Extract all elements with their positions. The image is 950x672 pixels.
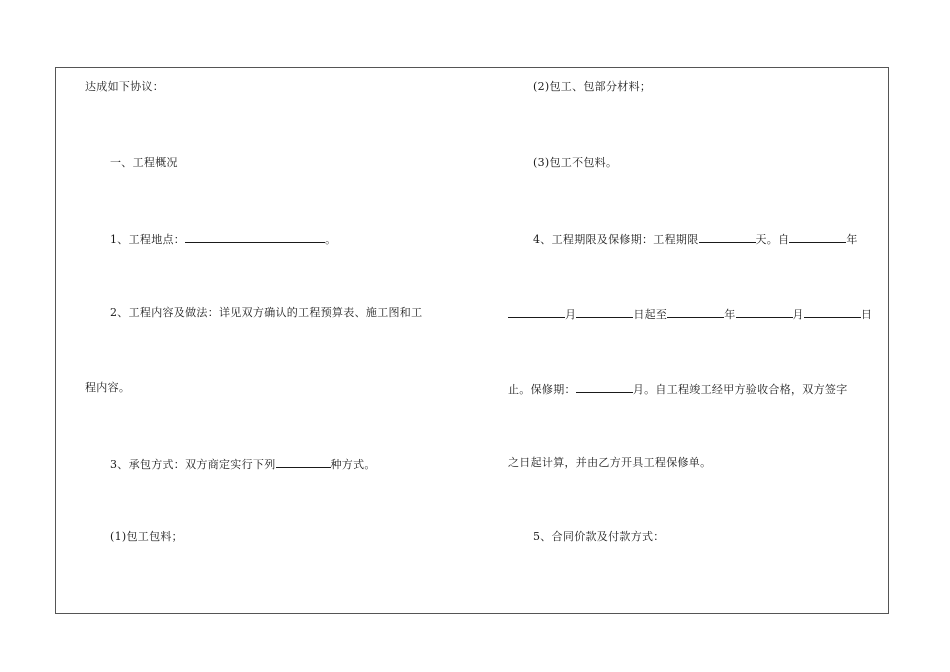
- end-month-blank: [736, 306, 793, 318]
- end-month-unit: 月: [792, 308, 804, 321]
- clause-location-label: 1、工程地点：: [110, 233, 186, 246]
- warranty-label: 止。保修期：: [508, 383, 576, 396]
- option-3: (3)包工不包料。: [533, 156, 618, 169]
- section-heading-overview: 一、工程概况: [110, 156, 178, 169]
- start-year-blank: [789, 231, 846, 243]
- period-days-blank: [699, 231, 756, 243]
- clause-content-cont: 程内容。: [85, 381, 131, 394]
- clause-period-year: 年: [846, 233, 858, 246]
- clause-method-end: 种方式。: [330, 458, 376, 471]
- end-year-blank: [667, 306, 724, 318]
- clause-method-label: 3、承包方式：双方商定实行下列: [110, 458, 276, 471]
- clause-contract-method: [110, 456, 376, 472]
- end-day-unit: 日: [860, 308, 873, 321]
- end-day-blank: [804, 306, 861, 318]
- clause-period-dates: [508, 306, 872, 322]
- start-day-unit: 日起至: [633, 308, 668, 321]
- clause-period-label: 4、工程期限及保修期：工程期限: [533, 233, 699, 246]
- clause-period: [533, 231, 858, 247]
- warranty-text: 月。自工程竣工经甲方验收合格，双方签字: [632, 383, 848, 396]
- clause-content: 2、工程内容及做法：详见双方确认的工程预算表、施工图和工: [110, 306, 423, 319]
- option-1: (1)包工包料；: [110, 530, 183, 543]
- clause-period-mid: 天。自: [755, 233, 790, 246]
- method-blank: [276, 456, 331, 468]
- start-month-unit: 月: [565, 308, 577, 321]
- option-2: (2)包工、包部分材料；: [533, 80, 652, 93]
- start-day-blank: [576, 306, 633, 318]
- warranty-months-blank: [576, 381, 633, 393]
- clause-warranty: [508, 381, 848, 397]
- agreement-intro: 达成如下协议：: [85, 80, 165, 93]
- location-blank: [185, 231, 325, 243]
- clause-location: [110, 231, 336, 247]
- clause-payment: 5、合同价款及付款方式：: [533, 530, 665, 543]
- clause-warranty-cont: 之日起计算，并由乙方开具工程保修单。: [508, 456, 712, 469]
- start-month-blank: [508, 306, 565, 318]
- clause-location-end: 。: [325, 233, 337, 246]
- end-year-unit: 年: [724, 308, 736, 321]
